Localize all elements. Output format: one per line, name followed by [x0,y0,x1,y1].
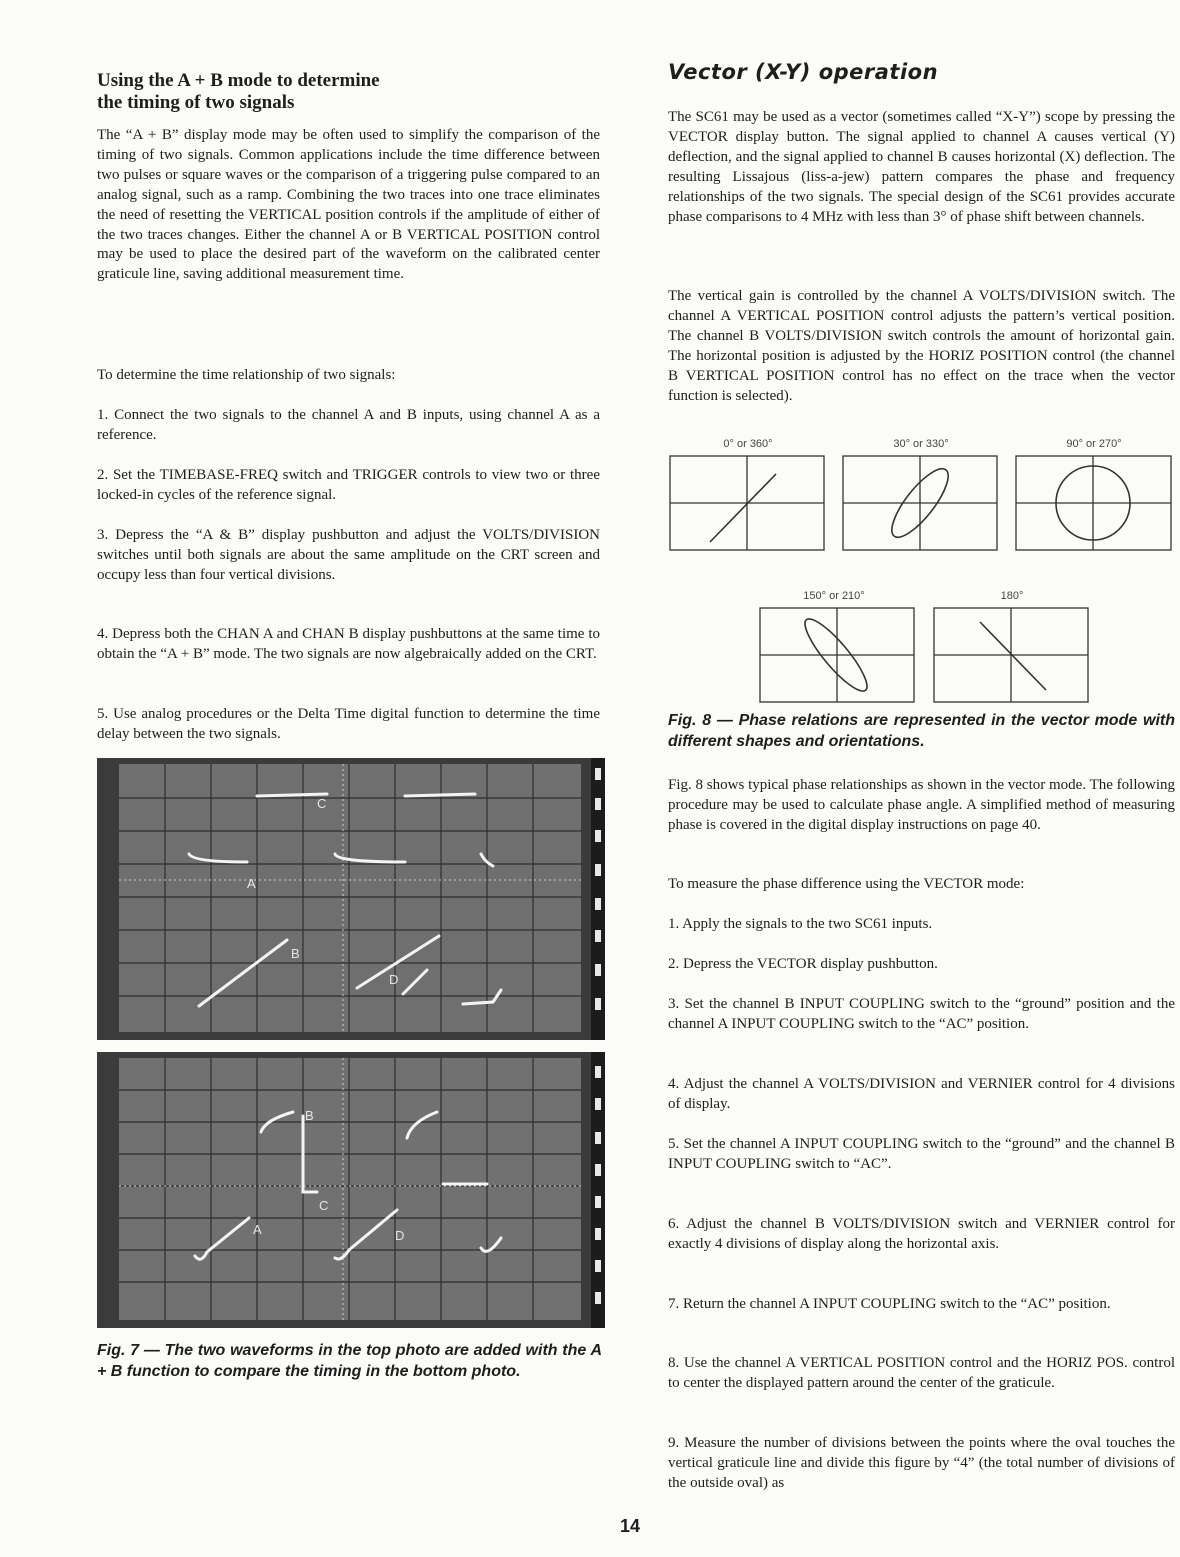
measure-lead-in: To measure the phase difference using the VECTOR mode: [668,876,1025,892]
step-4: 4. Depress both the CHAN A and CHAN B display pushbuttons at the same time to obtain the “A + B” mode. The two signals are now algebraically added on the CRT. [97,626,600,662]
heading-line-2: the timing of two signals [97,92,295,113]
vector-intro-paragraph: The SC61 may be used as a vector (sometimes called “X-Y”) scope by pressing the VECTOR display button. The signal applied to channel A causes vertical (Y) deflection, and the signal applied to channel B causes horizontal (X) deflection. The resulting Lissajous (liss-a-jew) pattern compares the phase and frequency relationships of the two signals. The special design of the SC61 provides accurate phase comparisons to 4 MHz with less than 3° of phase shift between channels. [668,109,1175,225]
phase-box-90 [1016,456,1171,550]
vector-step-3: 3. Set the channel B INPUT COUPLING switch to the “ground” position and the channel A INPUT COUPLING switch to the “AC” position. [668,996,1175,1032]
phase-label-90-270: 90° or 270° [1066,438,1122,450]
vector-step-8: 8. Use the channel A VERTICAL POSITION control and the HORIZ POS. control to center the displayed pattern around the center of the graticule. [668,1355,1175,1391]
trace-label-b: B [291,946,300,961]
heading-line-1: Using the A + B mode to determine [97,70,380,91]
phase-box-0 [670,456,824,550]
phase-box-150 [760,608,914,702]
phase-label-150-210: 150° or 210° [803,590,865,602]
step-3: 3. Depress the “A & B” display pushbutton and adjust the VOLTS/DIVISION switches until both signals are about the same amplitude on the CRT screen and occupy less than four vertical divisions. [97,527,600,583]
figure-8-diagram [668,434,1175,710]
phase-box-30 [843,456,997,550]
step-2: 2. Set the TIMEBASE-FREQ switch and TRIGGER controls to view two or three locked-in cycles of the reference signal. [97,467,600,503]
oscilloscope-photo-bottom [97,1052,605,1328]
phase-label-180: 180° [1000,590,1024,602]
vector-step-6: 6. Adjust the channel B VOLTS/DIVISION switch and VERNIER control for exactly 4 divisions of display along the horizontal axis. [668,1216,1175,1252]
step-1: 1. Connect the two signals to the channel A and B inputs, using channel A as a reference. [97,407,600,443]
step-5: 5. Use analog procedures or the Delta Time digital function to determine the time delay between the two signals. [97,706,600,742]
vector-step-9: 9. Measure the number of divisions between the points where the oval touches the vertical graticule line and divide this figure by “4” (the total number of divisions of the outside oval) as [668,1435,1175,1491]
phase-label-30-330: 30° or 330° [893,438,949,450]
phase-relationship-paragraph: Fig. 8 shows typical phase relationships as shown in the vector mode. The following procedure may be used to calculate phase angle. A simplified method of measuring phase is covered in the digital display instructions on page 40. [668,777,1175,833]
trace-label-d: D [389,972,399,987]
figure-8-caption: Fig. 8 — Phase relations are represented in the vector mode with different shapes and orientations. [668,712,1175,750]
intro-paragraph: The “A + B” display mode may be often used to simplify the comparison of the timing of two signals. Common applications include the time difference between two pulses or square waves or the comparison of a triggering pulse compared to an analog signal, such as a ramp. Combining the two traces into one trace eliminates the need of resetting the VERTICAL position controls if the amplitude of either of the two traces changes. Either the channel A or B VERTICAL POSITION control may be used to place the desired part of the waveform on the calibrated center graticule line, saving additional measurement time. [97,127,600,283]
vector-step-7: 7. Return the channel A INPUT COUPLING switch to the “AC” position. [668,1296,1111,1312]
phase-label-0-360: 0° or 360° [723,438,773,450]
trace-label-d: D [395,1228,405,1243]
trace-label-a: A [253,1222,262,1237]
vector-step-4: 4. Adjust the channel A VOLTS/DIVISION and VERNIER control for 4 divisions of display. [668,1076,1175,1112]
vertical-gain-paragraph: The vertical gain is controlled by the channel A VOLTS/DIVISION switch. The channel A VERTICAL POSITION control adjusts the pattern’s vertical position. The channel B VOLTS/DIVISION switch controls the amount of horizontal gain. The horizontal position is adjusted by the HORIZ POSITION control (the channel B VERTICAL POSITION control has no effect on the trace when the vector function is selected). [668,288,1175,404]
figure-7-caption: Fig. 7 — The two waveforms in the top photo are added with the A + B function to compare the timing in the bottom photo. [97,1342,602,1380]
phase-box-180 [934,608,1088,702]
trace-label-c: C [317,796,327,811]
vector-step-2: 2. Depress the VECTOR display pushbutton. [668,956,938,972]
trace-label-c: C [319,1198,329,1213]
oscilloscope-photo-top [97,758,605,1040]
lead-in-paragraph: To determine the time relationship of two signals: [97,367,396,383]
page-number: 14 [619,1516,641,1536]
section-heading-a-plus-b [97,70,600,114]
section-heading-vector: Vector (X-Y) operation [668,60,939,84]
trace-label-a: A [247,876,256,891]
vector-step-1: 1. Apply the signals to the two SC61 inputs. [668,916,933,932]
vector-step-5: 5. Set the channel A INPUT COUPLING switch to the “ground” and the channel B INPUT COUPLING switch to “AC”. [668,1136,1175,1172]
trace-label-b: B [305,1108,314,1123]
